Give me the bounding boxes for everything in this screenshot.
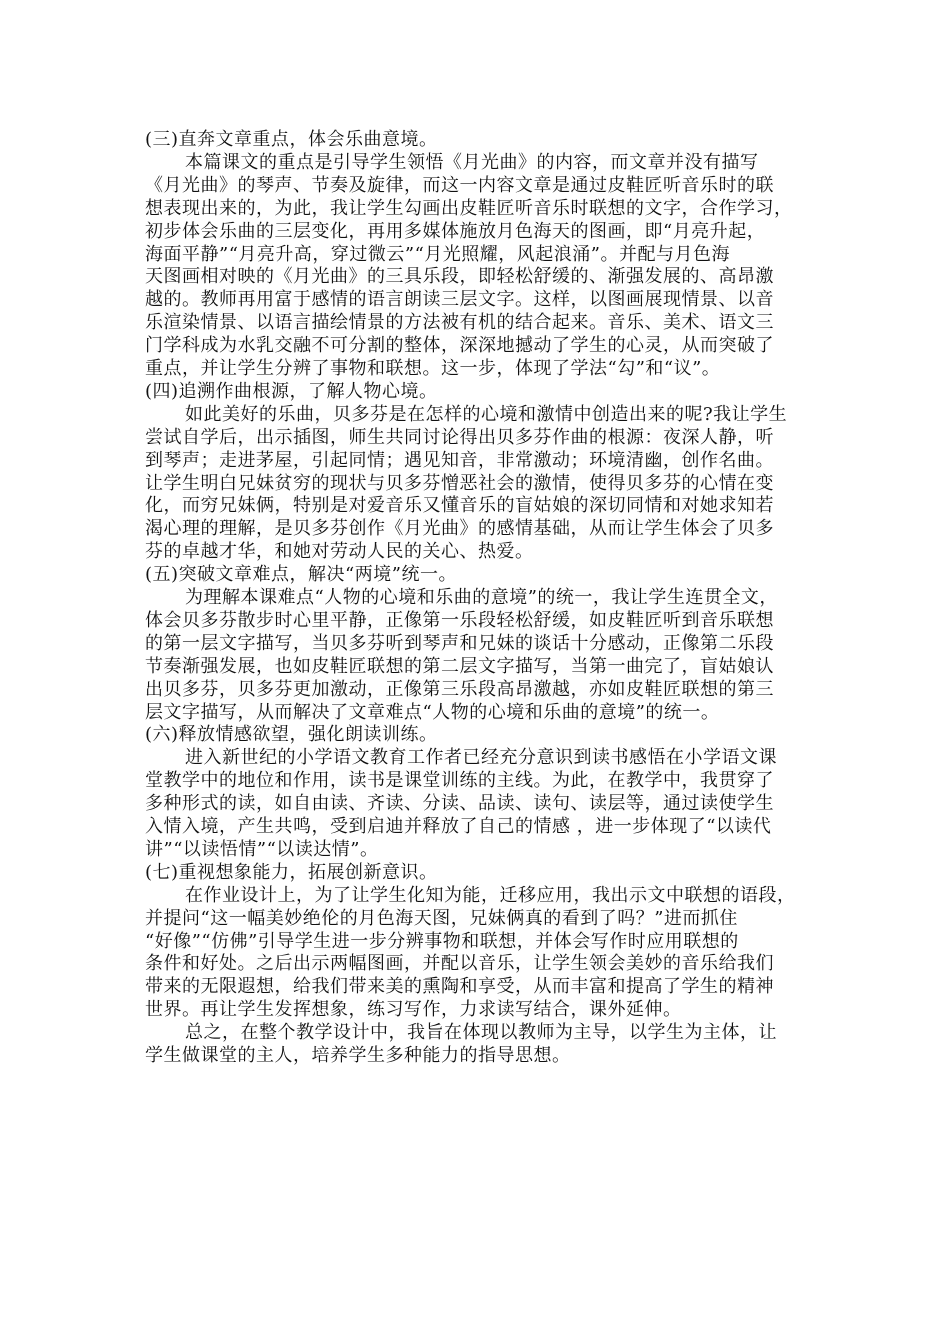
paragraph-line: 总之，在整个教学设计中，我旨在体现以教师为主导，以学生为主体，让 [185, 1022, 777, 1044]
paragraph-line: 体会贝多芬散步时心里平静，正像第一乐段轻松舒缓，如皮鞋匠听到音乐联想 [145, 609, 774, 631]
paragraph-line: 为理解本课难点“人物的心境和乐曲的意境”的统一，我让学生连贯全文， [185, 587, 778, 608]
paragraph-line: 门学科成为水乳交融不可分割的整体，深深地撼动了学生的心灵，从而突破了 [145, 335, 774, 357]
paragraph-line: 讲”“以读悟情”“以读达情”。 [145, 838, 379, 860]
paragraph-line: 的第一层文字描写，当贝多芬听到琴声和兄妹的谈话十分感动，正像第二乐段 [145, 632, 774, 654]
paragraph-line: 带来的无限遐想，给我们带来美的熏陶和享受，从而丰富和提高了学生的精神 [145, 976, 774, 998]
paragraph-line: “好像”“仿佛”引导学生进一步分辨事物和联想，并体会写作时应用联想的 [145, 930, 739, 952]
paragraph-line: 堂教学中的地位和作用，读书是课堂训练的主线。为此，在教学中，我贯穿了 [145, 770, 774, 792]
paragraph-line: 《月光曲》的琴声、节奏及旋律，而这一内容文章是通过皮鞋匠听音乐时的联 [145, 174, 774, 196]
paragraph-line: 节奏渐强发展，也如皮鞋匠联想的第二层文字描写，当第一曲完了，盲姑娘认 [145, 655, 774, 677]
paragraph-line: 并提问“这一幅美妙绝伦的月色海天图，兄妹俩真的看到了吗？”进而抓住 [145, 907, 738, 929]
paragraph-line: 层文字描写，从而解决了文章难点“人物的心境和乐曲的意境”的统一。 [145, 701, 720, 723]
paragraph-line: 到琴声；走进茅屋，引起同情；遇见知音，非常激动；环境清幽，创作名曲。 [145, 449, 774, 471]
paragraph-line: 学生做课堂的主人，培养学生多种能力的指导思想。 [145, 1045, 571, 1066]
paragraph-line: 进入新世纪的小学语文教育工作者已经充分意识到读书感悟在小学语文课 [185, 747, 777, 769]
paragraph-line: 本篇课文的重点是引导学生领悟《月光曲》的内容，而文章并没有描写 [185, 151, 759, 173]
paragraph-line: 渴心理的理解，是贝多芬创作《月光曲》的感情基础，从而让学生体会了贝多 [145, 518, 774, 540]
paragraph-line: 入情入境，产生共鸣，受到启迪并释放了自己的情感 ，进一步体现了“以读代 [145, 816, 772, 837]
paragraph-line: 重点，并让学生分辨了事物和联想。这一步，体现了学法“勾”和“议”。 [145, 358, 721, 379]
section-heading: (五)突破文章难点，解决“两境”统一。 [145, 564, 457, 586]
paragraph-line: 世界。再让学生发挥想象，练习写作，力求读写结合，课外延伸。 [145, 999, 682, 1021]
paragraph-line: 条件和好处。之后出示两幅图画，并配以音乐，让学生领会美妙的音乐给我们 [145, 953, 774, 975]
section-heading: (三)直奔文章重点，体会乐曲意境。 [145, 129, 438, 150]
paragraph-line: 海面平静”“月亮升高，穿过微云”“月光照耀，风起浪涌”。并配与月色海 [145, 243, 731, 265]
paragraph-line: 让学生明白兄妹贫穷的现状与贝多芬憎恶社会的激情，使得贝多芬的心情在变 [145, 472, 774, 494]
paragraph-line: 初步体会乐曲的三层变化，再用多媒体施放月色海天的图画，即“月亮升起， [145, 220, 766, 242]
paragraph-line: 尝试自学后，出示插图，师生共同讨论得出贝多芬作曲的根源：夜深人静，听 [145, 426, 774, 448]
paragraph-line: 如此美好的乐曲，贝多芬是在怎样的心境和激情中创造出来的呢?我让学生 [185, 403, 788, 425]
paragraph-line: 出贝多芬，贝多芬更加激动，正像第三乐段高昂激越，亦如皮鞋匠联想的第三 [145, 678, 774, 700]
paragraph-line: 天图画相对映的《月光曲》的三具乐段，即轻松舒缓的、渐强发展的、高昂激 [145, 266, 774, 288]
paragraph-line: 越的。教师再用富于感情的语言朗读三层文字。这样，以图画展现情景、以音 [145, 289, 774, 311]
paragraph-line: 芬的卓越才华，和她对劳动人民的关心、热爱。 [145, 541, 534, 563]
paragraph-line: 多种形式的读，如自由读、齐读、分读、品读、读句、读层等，通过读使学生 [145, 793, 774, 815]
paragraph-line: 乐渲染情景、以语言描绘情景的方法被有机的结合起来。音乐、美术、语文三 [145, 312, 774, 334]
section-heading: (七)重视想象能力，拓展创新意识。 [145, 861, 438, 883]
section-heading: (四)追溯作曲根源，了解人物心境。 [145, 380, 438, 402]
section-heading: (六)释放情感欲望，强化朗读训练。 [145, 724, 438, 746]
paragraph-line: 在作业设计上，为了让学生化知为能，迁移应用，我出示文中联想的语段， [185, 884, 796, 906]
paragraph-line: 化，而穷兄妹俩，特别是对爱音乐又懂音乐的盲姑娘的深切同情和对她求知若 [145, 495, 774, 517]
paragraph-line: 想表现出来的，为此，我让学生勾画出皮鞋匠听音乐时联想的文字，合作学习， [145, 197, 793, 219]
